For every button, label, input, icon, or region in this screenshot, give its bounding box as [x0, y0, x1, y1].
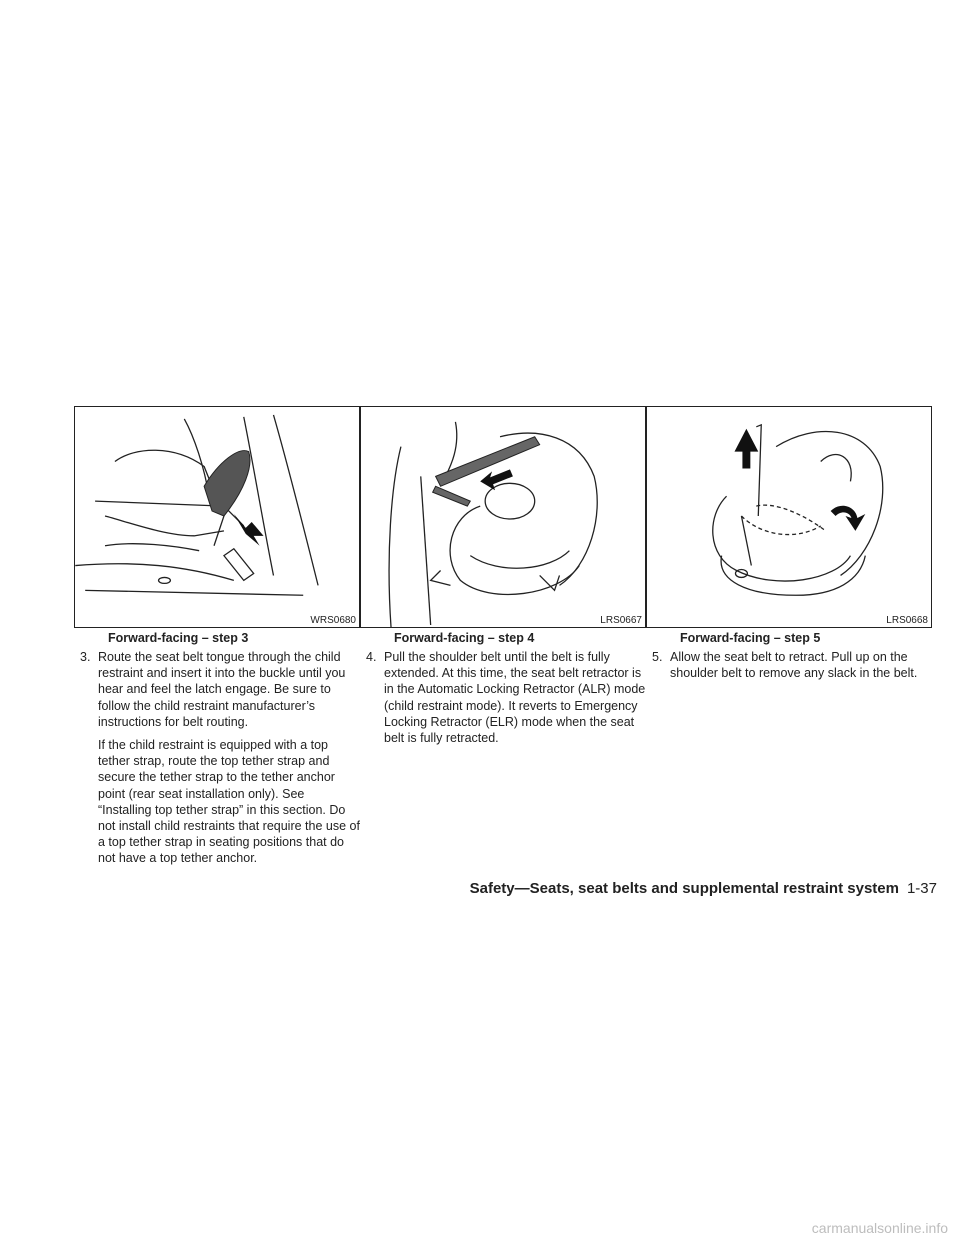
- step-3-note: If the child restraint is equipped with a top tether strap, route the top tether strap and secure the tether strap to the tether anchor point (rear seat installation only). See “Installing top tether strap” in this section. Do not install child restraints that require the use of a top tether strap in seating positions that do not have a top tether anchor.: [98, 738, 360, 866]
- step-number: 4.: [366, 650, 377, 664]
- column-step-5: [652, 649, 932, 681]
- step-text: Route the seat belt tongue through the child restraint and insert it into the buckle until you hear and feel the latch engage. Be sure to follow the child restraint manufacturer’s instructions for belt routing.: [98, 650, 346, 729]
- figure-caption: Forward-facing – step 4: [394, 631, 535, 645]
- section-title: Safety—Seats, seat belts and supplemental restraint system: [469, 880, 899, 897]
- illustration-shoulder-belt: [361, 407, 645, 627]
- illustration-belt-retract: [647, 407, 931, 627]
- figure-caption: Forward-facing – step 3: [108, 631, 249, 645]
- step-number: 5.: [652, 650, 663, 664]
- step-4: [366, 649, 646, 746]
- page-number: 1-37: [906, 880, 937, 897]
- step-number: 3.: [80, 650, 91, 664]
- figure-code: LRS0668: [886, 615, 928, 626]
- illustration-seat-buckle: [75, 407, 359, 627]
- figure-code: WRS0680: [310, 615, 356, 626]
- watermark: carmanualsonline.info: [811, 1220, 948, 1236]
- step-5: [652, 649, 932, 681]
- step-text: Pull the shoulder belt until the belt is fully extended. At this time, the seat belt retractor is in the Automatic Locking Retractor (ALR) mode (child restraint mode). It reverts to Emergency Locking Retractor (ELR) mode when the seat belt is fully retracted.: [384, 650, 646, 746]
- figure-code: LRS0667: [600, 615, 642, 626]
- figure-caption: Forward-facing – step 5: [680, 631, 821, 645]
- step-3: [80, 649, 360, 730]
- column-step-4: [366, 649, 646, 746]
- page-footer: [470, 880, 937, 897]
- column-step-3: [80, 649, 360, 867]
- figure-step-4: [360, 406, 646, 628]
- figure-step-5: [646, 406, 932, 628]
- step-text: Allow the seat belt to retract. Pull up on the shoulder belt to remove any slack in the belt.: [670, 650, 918, 681]
- figure-step-3: [74, 406, 360, 628]
